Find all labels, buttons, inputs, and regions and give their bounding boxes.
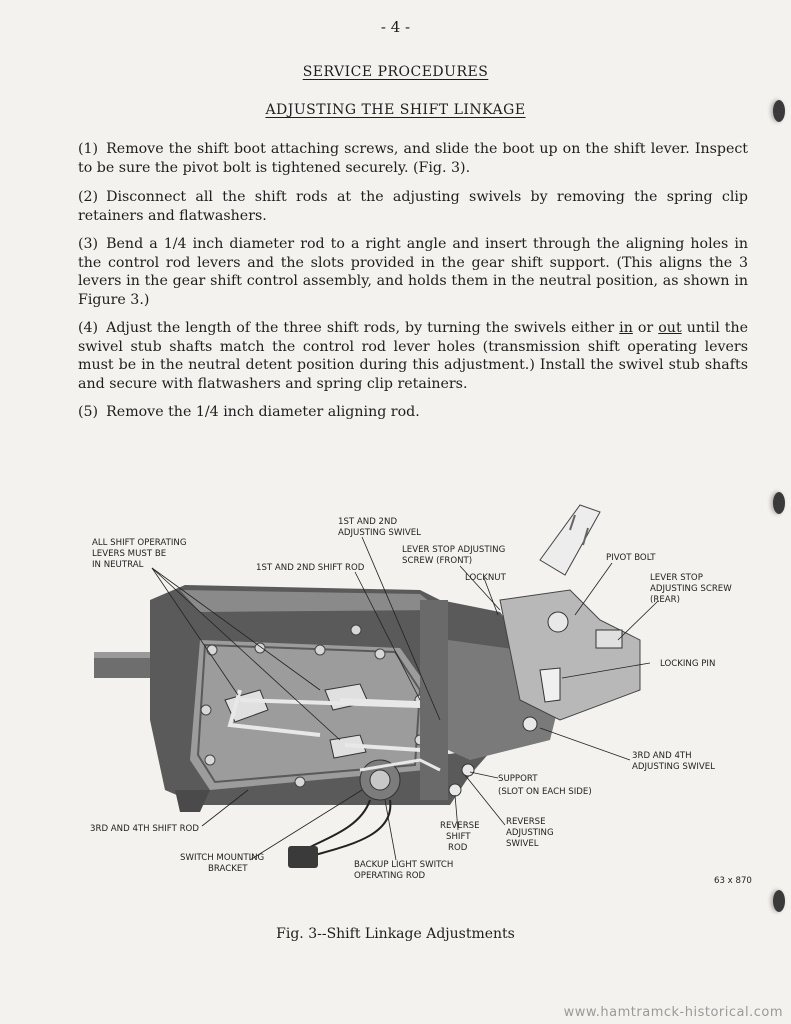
label-switch-bracket: SWITCH MOUNTING <box>180 853 265 863</box>
label-all-levers: ALL SHIFT OPERATING <box>92 538 187 548</box>
label-lever-stop-front: SCREW (FRONT) <box>402 556 473 566</box>
step-4 <box>78 319 748 393</box>
step-1 <box>78 140 748 177</box>
step-3 <box>78 235 748 309</box>
step-number: (4) <box>78 320 99 336</box>
label-backup-light-rod: OPERATING ROD <box>354 871 426 881</box>
step-number: (2) <box>78 189 99 205</box>
step-text: Disconnect all the shift rods at the adjusting swivels by removing the spring clip retainers and flatwashers. <box>78 189 748 224</box>
label-1st-2nd-shift-rod: 1ST AND 2ND SHIFT ROD <box>256 563 365 573</box>
step-text: until the swivel stub shafts match the control rod lever holes (transmission shift operating levers must be in the neutral detent position during this adjustment.) Install the swivel stub shafts and secure with flatwashers and spring clip retainers. <box>78 320 749 392</box>
underlined-word-out: out <box>658 320 682 336</box>
label-reverse-shift-rod: REVERSE <box>440 821 480 831</box>
label-reverse-shift-rod: ROD <box>448 843 468 853</box>
label-pivot-bolt: PIVOT BOLT <box>606 553 656 563</box>
label-3rd-4th-swivel: ADJUSTING SWIVEL <box>632 762 715 772</box>
section-heading: SERVICE PROCEDURES <box>302 64 489 80</box>
step-text-or: or <box>632 320 659 336</box>
label-1st-2nd-swivel: 1ST AND 2ND <box>338 517 398 527</box>
watermark: www.hamtramck-historical.com <box>563 1005 783 1020</box>
label-switch-bracket: BRACKET <box>208 864 248 874</box>
transmission-illustration <box>94 505 640 868</box>
label-lever-stop-rear: (REAR) <box>650 595 680 605</box>
label-lever-stop-front: LEVER STOP ADJUSTING <box>402 545 506 555</box>
label-lever-stop-rear: ADJUSTING SCREW <box>650 584 732 594</box>
step-number: (5) <box>78 404 99 420</box>
label-backup-light-rod: BACKUP LIGHT SWITCH <box>354 860 454 870</box>
label-3rd-4th-swivel: 3RD AND 4TH <box>632 751 692 761</box>
step-5 <box>78 403 748 422</box>
label-reverse-swivel: SWIVEL <box>506 839 539 849</box>
label-1st-2nd-swivel: ADJUSTING SWIVEL <box>338 528 421 538</box>
step-2 <box>78 188 748 225</box>
subsection-heading: ADJUSTING THE SHIFT LINKAGE <box>265 102 526 118</box>
step-text: Bend a 1/4 inch diameter rod to a right angle and insert through the aligning holes in the control rod levers and the slots provided in the gear shift support. (This aligns the 3 levers in the gear shift control assembly, and holds them in the neutral position, as shown in Figure 3.) <box>78 236 748 308</box>
label-locking-pin: LOCKING PIN <box>660 659 716 669</box>
label-all-levers: LEVERS MUST BE <box>92 549 167 559</box>
label-reverse-shift-rod: SHIFT <box>446 832 471 842</box>
figure-code: 63 x 870 <box>714 876 752 886</box>
label-3rd-4th-shift-rod: 3RD AND 4TH SHIFT ROD <box>90 824 199 834</box>
figure-caption: Fig. 3--Shift Linkage Adjustments <box>276 926 515 942</box>
binder-hole <box>773 100 785 122</box>
page-number: - 4 - <box>380 18 411 36</box>
step-text: Adjust the length of the three shift rods, by turning the swivels either <box>106 320 620 336</box>
label-locknut: LOCKNUT <box>465 573 506 583</box>
label-reverse-swivel: REVERSE <box>506 817 546 827</box>
label-all-levers: IN NEUTRAL <box>92 560 144 570</box>
shift-linkage-figure <box>0 500 791 900</box>
label-lever-stop-rear: LEVER STOP <box>650 573 703 583</box>
connector <box>288 846 318 868</box>
step-text: Remove the shift boot attaching screws, and slide the boot up on the shift lever. Inspect to be sure the pivot bolt is tightened securely. (Fig. 3). <box>78 141 748 176</box>
label-reverse-swivel: ADJUSTING <box>506 828 554 838</box>
label-support: SUPPORT <box>498 774 538 784</box>
underlined-word-in: in <box>619 320 633 336</box>
label-support: (SLOT ON EACH SIDE) <box>498 787 592 797</box>
step-number: (1) <box>78 141 99 157</box>
step-text: Remove the 1/4 inch diameter aligning rod. <box>106 404 420 420</box>
step-number: (3) <box>78 236 99 252</box>
